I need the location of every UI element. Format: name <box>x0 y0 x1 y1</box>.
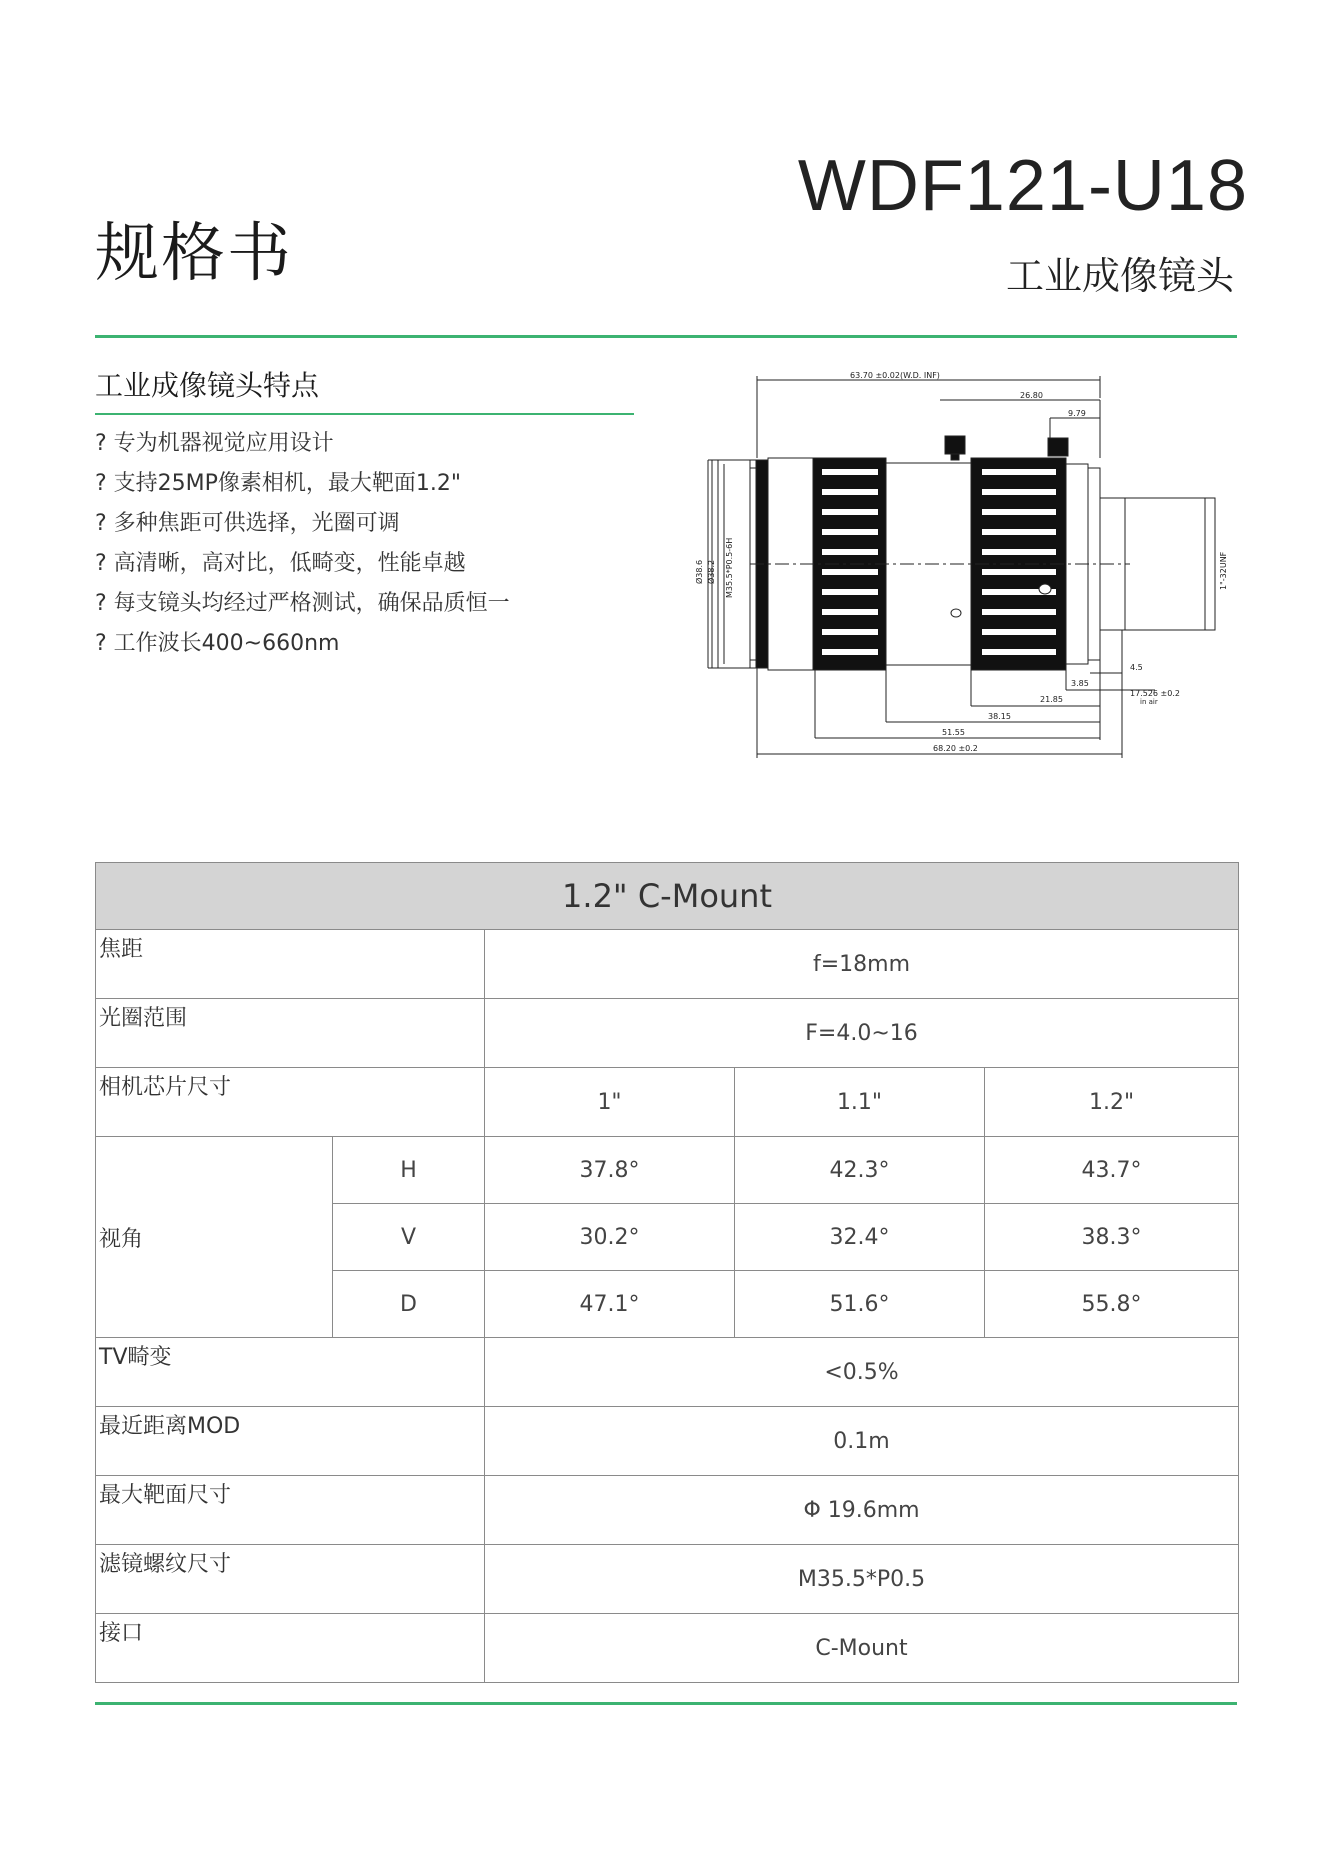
features-divider <box>95 413 634 415</box>
dim-51-55: 51.55 <box>942 728 965 737</box>
dim-total-wd: 63.70 ±0.02(W.D. INF) <box>850 371 940 380</box>
spec-row-mount <box>96 1614 1239 1683</box>
fov-value: 47.1° <box>485 1271 735 1338</box>
dim-mount-thread: 1"-32UNF <box>1219 551 1228 590</box>
target-value: Φ 19.6mm <box>485 1476 1239 1545</box>
fov-axis: H <box>333 1137 485 1204</box>
top-divider <box>95 335 1237 338</box>
spec-header-row <box>96 863 1239 930</box>
dim-filter-thread: M35.5*P0.5-6H <box>725 537 734 598</box>
dim-17-526: 17.526 ±0.2 <box>1130 689 1180 698</box>
dim-38-15: 38.15 <box>988 712 1011 721</box>
dim-3-85: 3.85 <box>1071 679 1089 688</box>
target-label: 最大靶面尺寸 <box>96 1476 485 1545</box>
spec-row-focal <box>96 930 1239 999</box>
aperture-value: F=4.0~16 <box>485 999 1239 1068</box>
document-title: 规格书 <box>95 217 293 291</box>
features-list <box>95 424 510 664</box>
fov-value: 38.3° <box>985 1204 1239 1271</box>
feature-item: ? 支持25MP像素相机，最大靶面1.2" <box>95 471 462 496</box>
spec-row-sensor <box>96 1068 1239 1137</box>
dim-26-80: 26.80 <box>1020 391 1043 400</box>
spec-row-aperture <box>96 999 1239 1068</box>
mod-label: 最近距离MOD <box>96 1407 485 1476</box>
fov-label: 视角 <box>96 1137 333 1338</box>
mount-value: C-Mount <box>485 1614 1239 1683</box>
spec-row-fov-h <box>96 1137 1239 1204</box>
fov-value: 42.3° <box>735 1137 985 1204</box>
mount-label: 接口 <box>96 1614 485 1683</box>
dim-total-length: 68.20 ±0.2 <box>933 744 978 753</box>
dim-21-85: 21.85 <box>1040 695 1063 704</box>
dim-in-air: in air <box>1140 698 1158 706</box>
fov-value: 32.4° <box>735 1204 985 1271</box>
spec-row-mod <box>96 1407 1239 1476</box>
spec-header: 1.2" C-Mount <box>96 863 1239 930</box>
sensor-size: 1.1" <box>735 1068 985 1137</box>
filter-value: M35.5*P0.5 <box>485 1545 1239 1614</box>
feature-item: ? 专为机器视觉应用设计 <box>95 431 334 456</box>
feature-item: ? 工作波长400~660nm <box>95 631 340 656</box>
feature-item: ? 每支镜头均经过严格测试，确保品质恒一 <box>95 591 510 616</box>
focal-label: 焦距 <box>96 930 485 999</box>
fov-axis: V <box>333 1204 485 1271</box>
sensor-size: 1" <box>485 1068 735 1137</box>
fov-value: 55.8° <box>985 1271 1239 1338</box>
spec-row-target <box>96 1476 1239 1545</box>
tv-distortion-value: <0.5% <box>485 1338 1239 1407</box>
dim-4-5: 4.5 <box>1130 663 1143 672</box>
mod-value: 0.1m <box>485 1407 1239 1476</box>
sensor-size: 1.2" <box>985 1068 1239 1137</box>
features-heading: 工业成像镜头特点 <box>95 369 320 402</box>
dim-dia-38-2: Ø38.2 <box>707 559 716 584</box>
spec-table <box>95 862 1239 1683</box>
spec-row-tv <box>96 1338 1239 1407</box>
fov-value: 30.2° <box>485 1204 735 1271</box>
fov-value: 37.8° <box>485 1137 735 1204</box>
filter-label: 滤镜螺纹尺寸 <box>96 1545 485 1614</box>
tv-distortion-label: TV畸变 <box>96 1338 485 1407</box>
feature-item: ? 高清晰，高对比，低畸变，性能卓越 <box>95 551 466 576</box>
dim-9-79: 9.79 <box>1068 409 1086 418</box>
spec-row-filter <box>96 1545 1239 1614</box>
feature-item: ? 多种焦距可供选择，光圈可调 <box>95 511 400 536</box>
focal-value: f=18mm <box>485 930 1239 999</box>
lens-dimension-drawing <box>690 368 1228 760</box>
fov-value: 43.7° <box>985 1137 1239 1204</box>
sensor-label: 相机芯片尺寸 <box>96 1068 485 1137</box>
bottom-divider <box>95 1702 1237 1705</box>
product-subtitle: 工业成像镜头 <box>1005 254 1234 298</box>
fov-value: 51.6° <box>735 1271 985 1338</box>
fov-axis: D <box>333 1271 485 1338</box>
aperture-label: 光圈范围 <box>96 999 485 1068</box>
model-number: WDF121-U18 <box>797 146 1248 226</box>
dim-dia-38-6: Ø38.6 <box>695 559 704 584</box>
